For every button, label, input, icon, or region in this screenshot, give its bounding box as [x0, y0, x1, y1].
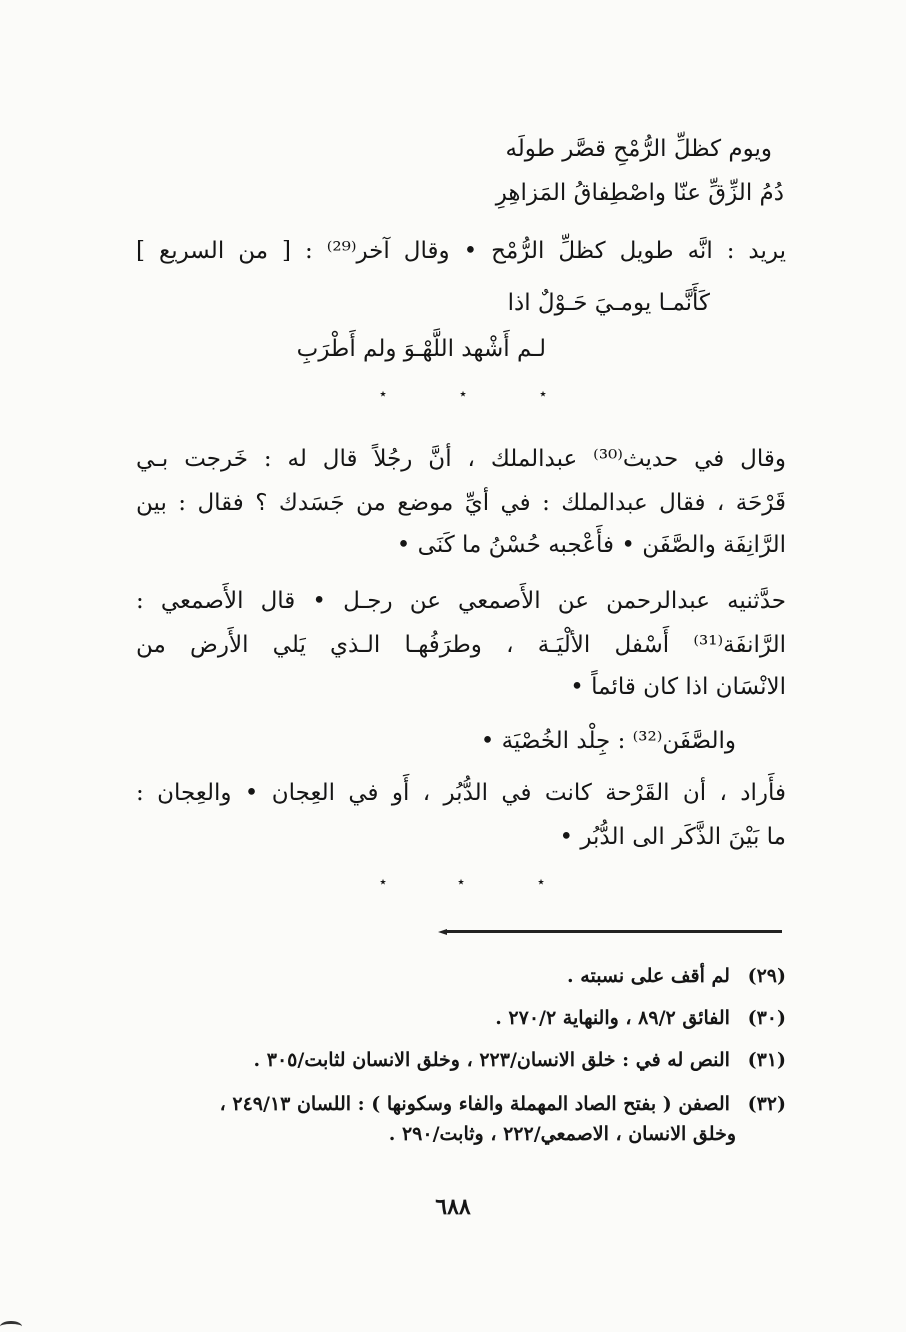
para3-line: والصَّفَن⁽³²⁾ : جِلْد الخُصْيَة • [480, 728, 736, 754]
para4-line1: فأَراد ، أن القَرْحة كانت في الدُّبُر ، أَو في العِجان • والعِجان : [136, 780, 786, 806]
footnote-30 [495, 1004, 786, 1032]
para4-line2: ما بَيْنَ الذَّكَر الى الدُّبُر • [559, 824, 786, 850]
footnote-text: لم أقف على نسبته . [567, 965, 730, 987]
footnote-number: (٣٠) [747, 1007, 786, 1029]
footnote-31 [254, 1046, 786, 1074]
page-number: ٦٨٨ [435, 1194, 471, 1220]
para1-line3: الرَّانِفَة والصَّفَن • فأَعْجبه حُسْنُ ما كَنَى • [396, 532, 786, 558]
footnote-number: (٣٢) [747, 1093, 786, 1115]
poem2-line2: لـم أَشْهد اللَّهْـوَ ولم أَطْرَبِ [296, 336, 546, 362]
separator-star: ⋆ [458, 384, 469, 403]
footnote-separator-rule [446, 930, 782, 933]
footnote-number: (٣١) [747, 1049, 786, 1071]
note-line: يريد : انَّه طويل كظلِّ الرُّمْح • وقال آخر⁽²⁹⁾ : [ من السريع ] [136, 238, 786, 264]
footnote-text: النص له في : خلق الانسان/٢٢٣ ، وخلق الانسان لثابت/٣٠٥ . [253, 1049, 730, 1071]
separator-star: ⋆ [456, 872, 467, 891]
para1-line2: قَرْحَة ، فقال عبدالملك : في أيِّ موضع من جَسَدك ؟ فقال : بين [136, 490, 786, 516]
para2-line2: الرَّانفَة⁽³¹⁾ أَسْفل الألْيَـة ، وطرَفُهـا الـذي يَلي الأَرض من [136, 632, 786, 658]
poem1-line1: ويوم كظلِّ الرُّمْحِ قصَّر طولَه [505, 136, 772, 162]
poem1-line2: دُمُ الزِّقِّ عنّا واصْطِفاقُ المَزاهِرِ [495, 180, 784, 206]
footnote-number: (٢٩) [747, 965, 786, 987]
separator-star: ⋆ [378, 384, 389, 403]
separator-star: ⋆ [538, 384, 549, 403]
footnote-text: الصفن ( بفتح الصاد المهملة والفاء وسكونها ) : اللسان ٢٤٩/١٣ ، [219, 1093, 730, 1115]
footnote-29 [567, 962, 786, 990]
footnote-text: الفائق ٨٩/٢ ، والنهاية ٢٧٠/٢ . [495, 1007, 730, 1029]
para1-line1: وقال في حديث⁽³⁰⁾ عبدالملك ، أنَّ رجُلاً قال له : خَرجت بـي [136, 446, 786, 472]
para2-line1: حدَّثنيه عبدالرحمن عن الأَصمعي عن رجـل • قال الأَصمعي : [136, 588, 786, 614]
para2-line3: الانْسَان اذا كان قائماً • [570, 674, 786, 700]
footnote-32 [220, 1090, 786, 1118]
scan-edge-mark [0, 1321, 22, 1332]
footnote-32-continuation: وخلق الانسان ، الاصمعي/٢٢٢ ، وثابت/٢٩٠ . [388, 1123, 736, 1145]
poem2-line1: كَأَنَّمـا يومـيَ حَـوْلٌ اذا [507, 290, 710, 316]
separator-star: ⋆ [378, 872, 389, 891]
separator-star: ⋆ [536, 872, 547, 891]
